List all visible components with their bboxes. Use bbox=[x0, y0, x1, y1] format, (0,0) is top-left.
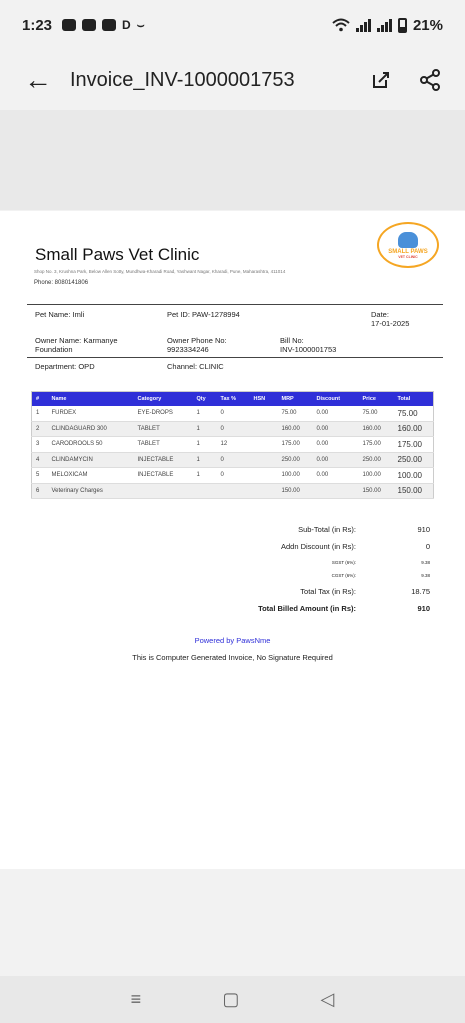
col-header: Name bbox=[48, 392, 134, 406]
table-cell: 0.00 bbox=[313, 421, 359, 437]
signal-icon bbox=[377, 18, 392, 32]
col-header: HSN bbox=[250, 392, 278, 406]
table-cell: CLINDAGUARD 300 bbox=[48, 421, 134, 437]
table-cell: 5 bbox=[32, 468, 48, 484]
table-cell bbox=[250, 483, 278, 499]
invoice-date bbox=[371, 310, 409, 328]
col-header: Total bbox=[394, 392, 434, 406]
table-cell: CLINDAMYCIN bbox=[48, 452, 134, 468]
table-cell: 0.00 bbox=[313, 452, 359, 468]
subtotal-row bbox=[200, 525, 430, 534]
sgst-label: SGST (6%): bbox=[331, 560, 356, 565]
table-cell: 250.00 bbox=[278, 452, 313, 468]
table-cell: 1 bbox=[32, 406, 48, 422]
system-nav-bar bbox=[0, 976, 465, 1023]
table-cell bbox=[250, 437, 278, 453]
table-cell bbox=[250, 406, 278, 422]
logo-subtext: VET CLINIC bbox=[398, 254, 418, 259]
owner-phone-label: Owner Phone No: bbox=[167, 336, 227, 345]
total-billed-value: 910 bbox=[417, 604, 430, 613]
pet-id: Pet ID: PAW-1278994 bbox=[167, 310, 240, 319]
discount-value: 0 bbox=[425, 542, 430, 551]
home-icon[interactable]: ▢ bbox=[222, 989, 240, 1009]
table-cell: 0.00 bbox=[313, 406, 359, 422]
date-label: Date: bbox=[371, 310, 389, 319]
col-header: MRP bbox=[278, 392, 313, 406]
total-billed-row bbox=[200, 604, 430, 613]
table-cell: 4 bbox=[32, 452, 48, 468]
cgst-label: CGST (6%): bbox=[331, 573, 356, 578]
app-bar bbox=[0, 50, 465, 110]
table-cell: 3 bbox=[32, 437, 48, 453]
bill-no-label: Bill No: bbox=[280, 336, 304, 345]
arrow-icon: ⌣ bbox=[136, 17, 145, 32]
table-cell: 175.00 bbox=[394, 437, 434, 453]
clinic-address: Shop No. 3, Krushna Park, Below Allen Sotty, Mundhwa-Kharadi Road, Yashwant Nagar, Kharadi, Pune, Maharashtra, 411014 bbox=[34, 269, 286, 274]
total-tax-label: Total Tax (in Rs): bbox=[300, 587, 356, 596]
owner-phone bbox=[167, 336, 227, 354]
battery-level: 21% bbox=[412, 16, 443, 34]
table-cell: 175.00 bbox=[359, 437, 394, 453]
table-cell: 160.00 bbox=[359, 421, 394, 437]
table-row bbox=[32, 468, 434, 484]
table-cell bbox=[217, 483, 250, 499]
table-cell: 1 bbox=[193, 437, 217, 453]
table-cell bbox=[250, 452, 278, 468]
table-cell: 160.00 bbox=[394, 421, 434, 437]
table-cell bbox=[134, 483, 193, 499]
table-cell: INJECTABLE bbox=[134, 468, 193, 484]
col-header: Discount bbox=[313, 392, 359, 406]
cgst-row bbox=[200, 573, 430, 578]
table-cell: 175.00 bbox=[278, 437, 313, 453]
table-cell: 0.00 bbox=[313, 437, 359, 453]
channel: Channel: CLINIC bbox=[167, 362, 224, 371]
divider bbox=[27, 304, 443, 305]
sgst-value: 9.38 bbox=[421, 560, 430, 565]
table-cell: 250.00 bbox=[394, 452, 434, 468]
bill-no-value: INV-1000001753 bbox=[280, 345, 337, 354]
app-icon bbox=[82, 19, 96, 31]
table-row bbox=[32, 483, 434, 499]
col-header: Qty bbox=[193, 392, 217, 406]
viewer-background bbox=[0, 869, 465, 976]
footer-note: This is Computer Generated Invoice, No Signature Required bbox=[132, 653, 333, 662]
table-cell: 100.00 bbox=[359, 468, 394, 484]
table-cell: INJECTABLE bbox=[134, 452, 193, 468]
recent-apps-icon[interactable]: ≡ bbox=[130, 989, 142, 1009]
table-cell: 0.00 bbox=[313, 468, 359, 484]
edit-icon[interactable] bbox=[371, 70, 391, 90]
discount-row bbox=[200, 542, 430, 551]
table-cell bbox=[250, 421, 278, 437]
table-cell: 1 bbox=[193, 452, 217, 468]
table-cell: 0 bbox=[217, 406, 250, 422]
table-cell: 150.00 bbox=[359, 483, 394, 499]
chat-icon bbox=[62, 19, 76, 31]
col-header: Price bbox=[359, 392, 394, 406]
table-cell bbox=[193, 483, 217, 499]
table-cell: 1 bbox=[193, 468, 217, 484]
table-cell: 75.00 bbox=[394, 406, 434, 422]
date-value: 17-01-2025 bbox=[371, 319, 410, 328]
pet-name: Pet Name: Imli bbox=[35, 310, 85, 319]
table-row bbox=[32, 452, 434, 468]
notification-icons bbox=[62, 18, 145, 33]
table-cell: 150.00 bbox=[394, 483, 434, 499]
status-time: 1:23 bbox=[22, 16, 53, 34]
signal-icon bbox=[356, 18, 371, 32]
sgst-row bbox=[200, 560, 430, 565]
bill-no bbox=[280, 336, 336, 354]
table-cell: 6 bbox=[32, 483, 48, 499]
subtotal-value: 910 bbox=[417, 525, 430, 534]
invoice-document bbox=[0, 211, 465, 869]
table-cell: Veterinary Charges bbox=[48, 483, 134, 499]
table-cell: 160.00 bbox=[278, 421, 313, 437]
table-cell: 2 bbox=[32, 421, 48, 437]
subtotal-label: Sub-Total (in Rs): bbox=[298, 525, 356, 534]
d-icon: D bbox=[122, 18, 131, 32]
table-cell bbox=[313, 483, 359, 499]
page-title: Invoice_INV-1000001753 bbox=[70, 68, 295, 91]
table-header bbox=[32, 392, 434, 406]
table-cell bbox=[250, 468, 278, 484]
table-cell: FURDEX bbox=[48, 406, 134, 422]
table-cell: 0 bbox=[217, 452, 250, 468]
viewer-background bbox=[0, 110, 465, 210]
owner-name-line2: Foundation bbox=[35, 345, 73, 354]
total-tax-row bbox=[200, 587, 430, 596]
table-cell: 0 bbox=[217, 468, 250, 484]
col-header: Tax % bbox=[217, 392, 250, 406]
items-table bbox=[31, 391, 434, 499]
back-icon[interactable]: ◁ bbox=[320, 989, 335, 1009]
table-row bbox=[32, 406, 434, 422]
table-cell: EYE-DROPS bbox=[134, 406, 193, 422]
share-icon[interactable] bbox=[419, 69, 441, 91]
table-cell: TABLET bbox=[134, 421, 193, 437]
clinic-logo bbox=[377, 222, 439, 268]
table-cell: 75.00 bbox=[359, 406, 394, 422]
table-cell: 250.00 bbox=[359, 452, 394, 468]
divider bbox=[27, 357, 443, 358]
back-arrow-icon[interactable]: ← bbox=[24, 64, 52, 95]
wifi-icon bbox=[332, 18, 350, 32]
total-billed-label: Total Billed Amount (in Rs): bbox=[258, 604, 356, 613]
status-right bbox=[332, 17, 443, 34]
table-cell: 150.00 bbox=[278, 483, 313, 499]
table-cell: 1 bbox=[193, 406, 217, 422]
table-cell: CARODROOLS 50 bbox=[48, 437, 134, 453]
table-cell: TABLET bbox=[134, 437, 193, 453]
owner-phone-value: 9923334246 bbox=[167, 345, 209, 354]
table-cell: 75.00 bbox=[278, 406, 313, 422]
col-header: Category bbox=[134, 392, 193, 406]
app-icon bbox=[102, 19, 116, 31]
table-row bbox=[32, 437, 434, 453]
cgst-value: 9.38 bbox=[421, 573, 430, 578]
dog-icon bbox=[398, 232, 418, 248]
table-cell: MELOXICAM bbox=[48, 468, 134, 484]
app-actions bbox=[371, 69, 441, 91]
col-header: # bbox=[32, 392, 48, 406]
table-cell: 12 bbox=[217, 437, 250, 453]
total-tax-value: 18.75 bbox=[411, 587, 430, 596]
battery-icon bbox=[398, 18, 407, 33]
owner-name-line1: Owner Name: Karmanye bbox=[35, 336, 118, 345]
table-cell: 1 bbox=[193, 421, 217, 437]
table-body bbox=[32, 406, 434, 499]
clinic-name: Small Paws Vet Clinic bbox=[35, 245, 200, 264]
powered-by-link[interactable]: Powered by PawsNme bbox=[194, 636, 271, 645]
table-row bbox=[32, 421, 434, 437]
table-cell: 0 bbox=[217, 421, 250, 437]
department: Department: OPD bbox=[35, 362, 95, 371]
clinic-phone: Phone: 8080141806 bbox=[34, 280, 89, 286]
table-cell: 100.00 bbox=[394, 468, 434, 484]
logo-text: SMALL PAWS bbox=[388, 248, 428, 255]
status-bar bbox=[0, 0, 465, 50]
owner-name bbox=[35, 336, 118, 354]
table-cell: 100.00 bbox=[278, 468, 313, 484]
discount-label: Addn Discount (in Rs): bbox=[280, 542, 356, 551]
